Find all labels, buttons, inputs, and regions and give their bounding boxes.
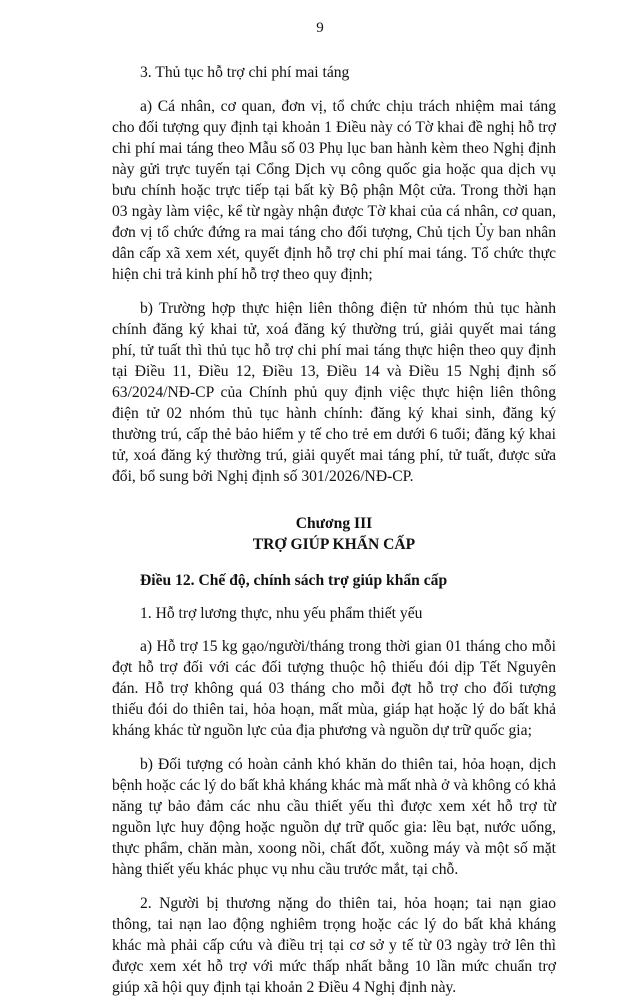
section-3-paragraph-a: a) Cá nhân, cơ quan, đơn vị, tổ chức chịu trách nhiệm mai táng cho đối tượng quy định tại khoản 1 Điều này có Tờ khai đề nghị hỗ trợ chi phí mai táng theo Mẫu số 03 Phụ lục ban hành kèm theo Nghị định này gửi trực tuyến tại Cổng Dịch vụ công quốc gia hoặc qua dịch vụ bưu chính hoặc trực tiếp tại bất kỳ Bộ phận Một cửa. Trong thời hạn 03 ngày làm việc, kể từ ngày nhận được Tờ khai của cá nhân, cơ quan, đơn vị tổ chức đứng ra mai táng cho đối tượng, Chủ tịch Ủy ban nhân dân cấp xã xem xét, quyết định hỗ trợ chi phí mai táng. Tổ chức thực hiện chi trả kinh phí hỗ trợ theo quy định; <box>112 98 556 283</box>
document-body <box>112 62 556 998</box>
article-12-item-1-b: b) Đối tượng có hoàn cảnh khó khăn do thiên tai, hỏa hoạn, dịch bệnh hoặc các lý do bất khả kháng khác mà mất nhà ở và không có khả năng tự bảo đảm các nhu cầu thiết yếu thì được xem xét hỗ trợ từ nguồn lực huy động hoặc nguồn dự trữ quốc gia: lều bạt, nước uống, thực phẩm, chăn màn, xoong nồi, chất đốt, xuồng máy và một số mặt hàng thiết yếu khác phục vụ nhu cầu trước mắt, tại chỗ. <box>112 756 556 878</box>
article-12-title: Điều 12. Chế độ, chính sách trợ giúp khẩn cấp <box>140 572 448 589</box>
chapter-number: Chương III <box>295 515 373 532</box>
page-number: 9 <box>316 20 324 36</box>
section-3-paragraph-b: b) Trường hợp thực hiện liên thông điện tử nhóm thủ tục hành chính đăng ký khai tử, xoá đăng ký thường trú, giải quyết mai táng phí, tử tuất thì thủ tục hỗ trợ chi phí mai táng thực hiện theo quy định tại Điều 11, Điều 12, Điều 13, Điều 14 và Điều 15 Nghị định số 63/2024/NĐ-CP của Chính phủ quy định việc thực hiện liên thông điện tử 02 nhóm thủ tục hành chính: đăng ký khai sinh, đăng ký thường trú, cấp thẻ bảo hiểm y tế cho trẻ em dưới 6 tuổi; đăng ký khai tử, xoá đăng ký thường trú, giải quyết mai táng phí, tử tuất, được sửa đổi, bổ sung bởi Nghị định số 301/2026/NĐ-CP. <box>112 300 556 485</box>
article-12-item-2: 2. Người bị thương nặng do thiên tai, hỏa hoạn; tai nạn giao thông, tai nạn lao động nghiêm trọng hoặc các lý do bất khả kháng khác mà phải cấp cứu và điều trị tại cơ sở y tế từ 03 ngày trở lên thì được xem xét hỗ trợ với mức thấp nhất bằng 10 lần mức chuẩn trợ giúp xã hội quy định tại khoản 2 Điều 4 Nghị định này. <box>112 895 556 996</box>
article-12-item-1: 1. Hỗ trợ lương thực, nhu yếu phẩm thiết yếu <box>140 605 423 622</box>
chapter-title: TRỢ GIÚP KHẨN CẤP <box>252 536 416 553</box>
section-3-heading: 3. Thủ tục hỗ trợ chi phí mai táng <box>140 64 350 81</box>
article-12-item-1-a: a) Hỗ trợ 15 kg gạo/người/tháng trong thời gian 01 tháng cho mỗi đợt hỗ trợ đối với các đối tượng thuộc hộ thiếu đói dịp Tết Nguyên đán. Hỗ trợ không quá 03 tháng cho mỗi đợt hỗ trợ cho đối tượng thiếu đói do thiên tai, hỏa hoạn, mất mùa, giáp hạt hoặc lý do bất khả kháng khác từ nguồn lực của địa phương và nguồn dự trữ quốc gia; <box>112 638 556 739</box>
